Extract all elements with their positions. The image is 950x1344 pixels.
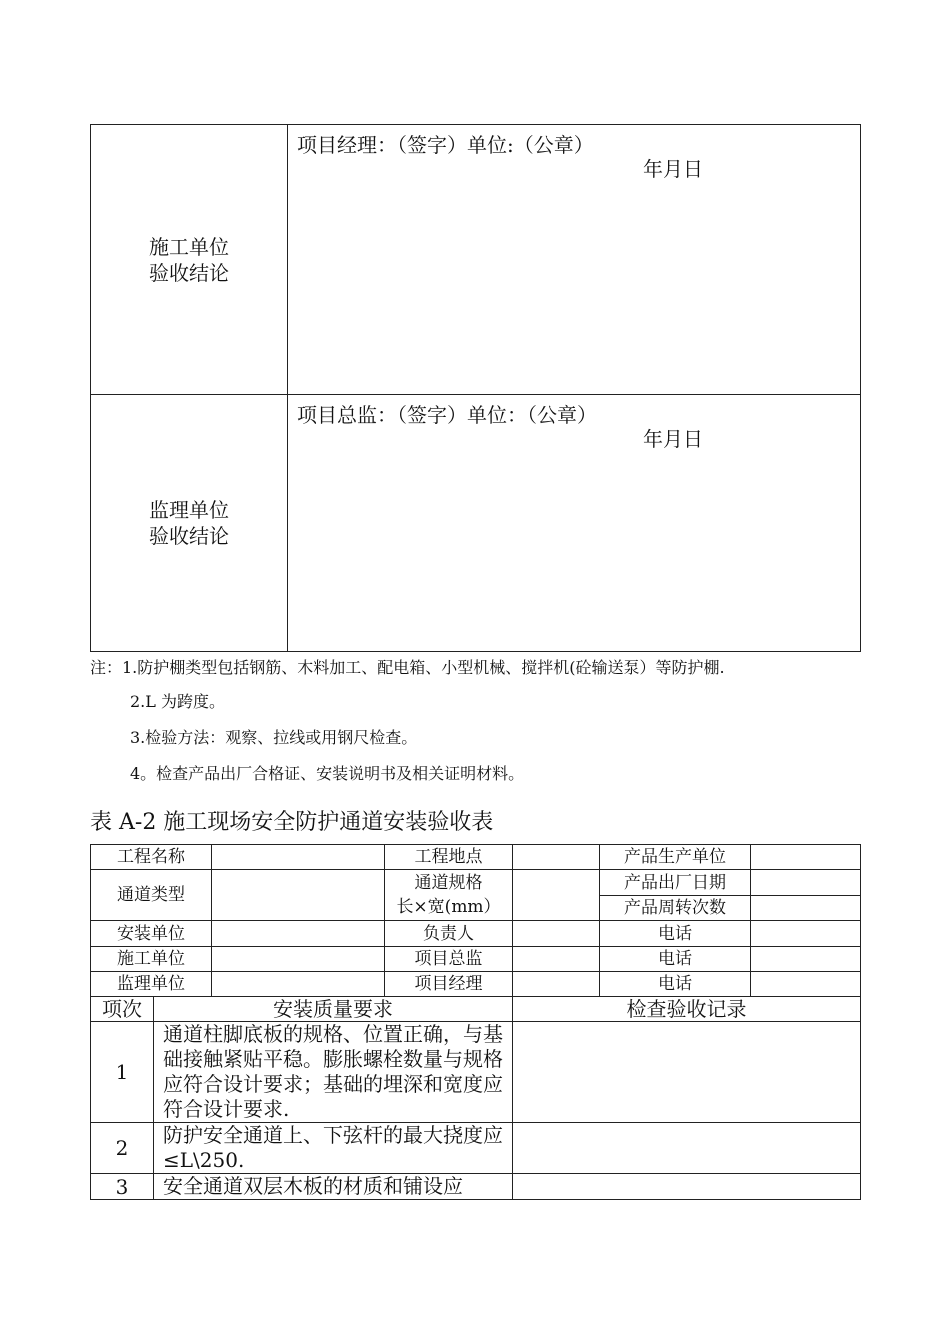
table-row <box>91 1022 861 1123</box>
construction-unit-field[interactable] <box>212 947 385 972</box>
turnover-count-label: 产品周转次数 <box>600 896 751 921</box>
table-row <box>91 870 861 896</box>
project-name-label: 工程名称 <box>91 845 212 870</box>
construction-unit-label: 施工单位 <box>91 947 212 972</box>
note-3: 3.检验方法：观察、拉线或用钢尺检查。 <box>130 728 418 747</box>
manufacturer-label: 产品生产单位 <box>600 845 751 870</box>
supervision-unit-label: 监理单位 <box>91 972 212 997</box>
project-name-field[interactable] <box>212 845 385 870</box>
phone-label: 电话 <box>600 921 751 947</box>
record-field[interactable] <box>513 1174 861 1200</box>
table-header-row <box>91 997 861 1022</box>
table-row <box>91 972 861 997</box>
label-line: 验收结论 <box>149 260 229 285</box>
install-unit-field[interactable] <box>212 921 385 947</box>
chief-supervisor-label: 项目总监 <box>385 947 513 972</box>
item-no: 2 <box>91 1123 154 1174</box>
label-line: 验收结论 <box>149 524 229 548</box>
channel-type-field[interactable] <box>212 870 385 921</box>
requirement-header: 安装质量要求 <box>154 997 513 1022</box>
channel-spec-field[interactable] <box>513 870 600 921</box>
item-no: 3 <box>91 1174 154 1200</box>
date-line: 年月日 <box>643 427 703 451</box>
project-location-label: 工程地点 <box>385 845 513 870</box>
table-title: 表 A-2 施工现场安全防护通道安装验收表 <box>90 810 494 835</box>
requirement-text: 安全通道双层木板的材质和铺设应 <box>154 1174 513 1200</box>
project-manager-field[interactable] <box>513 972 600 997</box>
project-manager-label: 项目经理 <box>385 972 513 997</box>
phone-label: 电话 <box>600 947 751 972</box>
phone-label: 电话 <box>600 972 751 997</box>
responsible-person-field[interactable] <box>513 921 600 947</box>
factory-date-field[interactable] <box>751 870 861 896</box>
requirement-text: 通道柱脚底板的规格、位置正确，与基础接触紧贴平稳。膨胀螺栓数量与规格应符合设计要求；基础的埋深和宽度应符合设计要求. <box>154 1022 513 1123</box>
note-1: 注：1.防护棚类型包括钢筋、木料加工、配电箱、小型机械、搅拌机(砼输送泵）等防护棚. <box>90 658 725 677</box>
phone-field[interactable] <box>751 921 861 947</box>
record-header: 检查验收记录 <box>513 997 861 1022</box>
turnover-count-field[interactable] <box>751 896 861 921</box>
chief-supervisor-field[interactable] <box>513 947 600 972</box>
table-row <box>91 921 861 947</box>
requirement-text: 防护安全通道上、下弦杆的最大挠度应≤L\250. <box>154 1123 513 1174</box>
table-row <box>91 947 861 972</box>
channel-type-label: 通道类型 <box>91 870 212 921</box>
install-unit-label: 安装单位 <box>91 921 212 947</box>
responsible-person-label: 负责人 <box>385 921 513 947</box>
date-line: 年月日 <box>643 157 703 181</box>
channel-spec-label <box>385 870 513 921</box>
supervision-conclusion-row <box>91 395 861 652</box>
table-row <box>91 1123 861 1174</box>
manager-signature-line: 项目经理：（签字）单位:（公章） <box>297 133 594 157</box>
label-line: 监理单位 <box>149 498 229 522</box>
factory-date-label: 产品出厂日期 <box>600 870 751 896</box>
note-2: 2.L 为跨度。 <box>130 692 225 711</box>
acceptance-conclusion-table <box>90 124 861 652</box>
manufacturer-field[interactable] <box>751 845 861 870</box>
phone-field[interactable] <box>751 947 861 972</box>
item-no-header: 项次 <box>91 997 154 1022</box>
construction-conclusion-field[interactable] <box>288 125 861 395</box>
supervision-unit-field[interactable] <box>212 972 385 997</box>
label-line: 施工单位 <box>149 234 229 259</box>
project-location-field[interactable] <box>513 845 600 870</box>
construction-conclusion-row <box>91 125 861 395</box>
phone-field[interactable] <box>751 972 861 997</box>
supervision-conclusion-field[interactable] <box>288 395 861 652</box>
note-4: 4。检查产品出厂合格证、安装说明书及相关证明材料。 <box>130 764 525 783</box>
supervision-conclusion-label <box>91 395 288 652</box>
safety-channel-acceptance-table <box>90 844 861 1200</box>
record-field[interactable] <box>513 1123 861 1174</box>
channel-spec-line: 长×宽(mm） <box>396 897 501 917</box>
item-no: 1 <box>91 1022 154 1123</box>
supervisor-signature-line: 项目总监：（签字）单位：（公章） <box>297 403 597 427</box>
table-row <box>91 845 861 870</box>
table-row <box>91 1174 861 1200</box>
construction-conclusion-label <box>91 125 288 395</box>
channel-spec-line: 通道规格 <box>414 873 483 893</box>
record-field[interactable] <box>513 1022 861 1123</box>
